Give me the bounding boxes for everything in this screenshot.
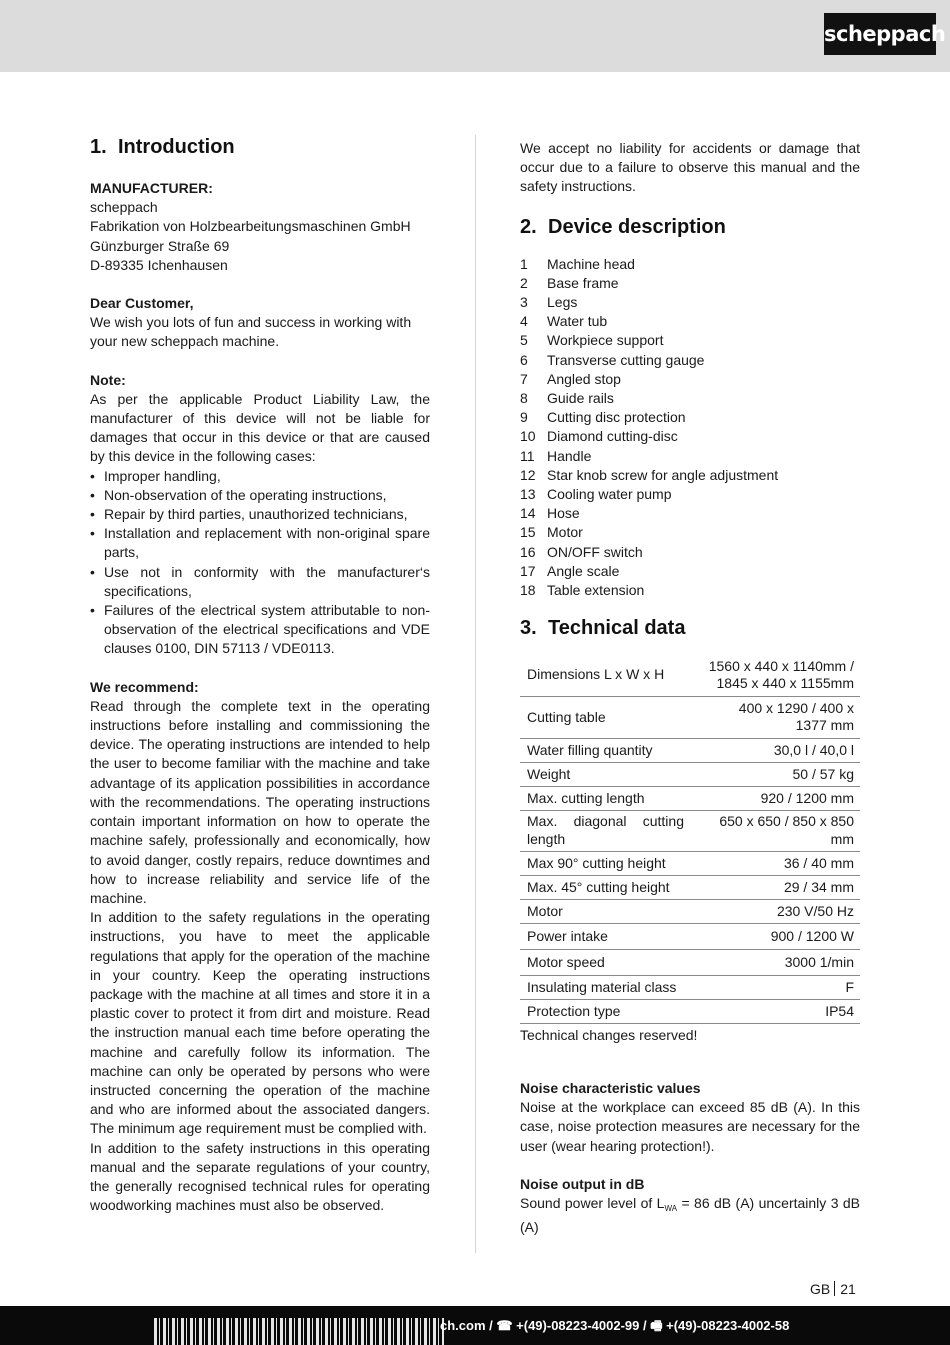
table-row: Weight 50 / 57 kg	[520, 762, 860, 786]
list-item: 3 Legs	[520, 294, 578, 311]
list-item: 8 Guide rails	[520, 390, 614, 407]
list-item: • Improper handling,	[90, 467, 430, 486]
list-item: 15 Motor	[520, 524, 583, 541]
recommend-paragraph: In addition to the safety instructions in this operating manual and the separate regulations of your country, the generally recognised technical rules for operating woodworking machines must also be observed.	[90, 1139, 430, 1214]
heading-number: 2.	[520, 215, 537, 238]
list-item: 10 Diamond cutting-disc	[520, 428, 678, 445]
section-heading-introduction	[90, 135, 430, 159]
technical-note: Technical changes reserved!	[520, 1026, 698, 1043]
heading-text: Introduction	[118, 136, 235, 158]
note-label: Note:	[90, 371, 126, 388]
list-item: 14 Hose	[520, 505, 580, 522]
page-number-value: 21	[840, 1281, 856, 1297]
list-item: 18 Table extension	[520, 582, 645, 599]
note-text: As per the applicable Product Liability Law, the manufacturer of this device will not be liable for damages that occur in this device or that are caused by this device in the following cases:	[90, 390, 430, 465]
left-column	[90, 135, 430, 1215]
manufacturer-line: D-89335 Ichenhausen	[90, 256, 228, 273]
manufacturer-line: Günzburger Straße 69	[90, 237, 230, 254]
table-row: Max. cutting length 920 / 1200 mm	[520, 786, 860, 810]
table-row: Water filling quantity 30,0 l / 40,0 l	[520, 738, 860, 762]
list-item: 9 Cutting disc protection	[520, 409, 686, 426]
scheppach-logo: scheppach	[824, 13, 936, 55]
page-number	[810, 1281, 856, 1297]
dear-customer-label: Dear Customer,	[90, 295, 194, 312]
list-item: 6 Transverse cutting gauge	[520, 351, 705, 368]
list-item: 7 Angled stop	[520, 370, 621, 387]
list-item: • Use not in conformity with the manufacturer‘s specifications,	[90, 563, 430, 601]
list-item: 13 Cooling water pump	[520, 486, 672, 503]
liability-text: We accept no liability for accidents or damage that occur due to a failure to observe this manual and the safety instructions.	[520, 140, 860, 195]
list-item: 16 ON/OFF switch	[520, 543, 643, 560]
list-item: 2 Base frame	[520, 274, 619, 291]
section-heading-device-description	[520, 215, 860, 239]
list-item: 11 Handle	[520, 447, 592, 464]
section-heading-technical-data	[520, 616, 860, 640]
noise-characteristic-label: Noise characteristic values	[520, 1079, 701, 1096]
right-column	[520, 135, 860, 1237]
list-item: 4 Water tub	[520, 313, 608, 330]
language-code: GB	[810, 1281, 831, 1297]
list-item: • Installation and replacement with non-original spare parts,	[90, 524, 430, 562]
list-item: • Repair by third parties, unauthorized technicians,	[90, 505, 430, 524]
table-row: Max. 45° cutting height 29 / 34 mm	[520, 875, 860, 899]
footer-bar	[0, 1306, 950, 1345]
footer-contact: ch.com / ☎ +(49)-08223-4002-99 / 🖷 +(49)-08223-4002-58	[440, 1318, 790, 1333]
manufacturer-label: MANUFACTURER:	[90, 180, 213, 196]
table-row: Motor speed 3000 1/min	[520, 949, 860, 975]
heading-text: Technical data	[548, 617, 686, 640]
device-parts-list	[520, 255, 860, 601]
column-divider	[475, 135, 476, 1253]
noise-characteristic-text: Noise at the workplace can exceed 85 dB (A). In this case, noise protection measures are necessary for the user (wear hearing protection!).	[520, 1099, 860, 1154]
recommend-label: We recommend:	[90, 678, 199, 695]
list-item: 17 Angle scale	[520, 562, 620, 579]
table-row: Protection type IP54	[520, 999, 860, 1023]
table-row: Cutting table 400 x 1290 / 400 x 1377 mm	[520, 696, 860, 738]
heading-text: Device description	[548, 215, 726, 238]
table-row: Dimensions L x W x H 1560 x 440 x 1140mm / 1845 x 440 x 1155mm	[520, 654, 860, 696]
dear-customer-text: We wish you lots of fun and success in working with your new scheppach machine.	[90, 314, 412, 350]
list-item: • Non-observation of the operating instructions,	[90, 486, 430, 505]
heading-number: 1.	[90, 136, 107, 158]
manufacturer-line: Fabrikation von Holzbearbeitungsmaschinen GmbH	[90, 218, 411, 235]
recommend-paragraph: Read through the complete text in the operating instructions before installing and commissioning the device. The operating instructions are intended to help the user to become familiar with the machine and take advantage of its application possibilities in accordance with the recommendations. The operating instructions contain important information on how to operate the machine safely, professionally and economically, how to avoid danger, costly repairs, reduce downtimes and how to increase reliability and service life of the machine.	[90, 697, 430, 906]
list-item: 12 Star knob screw for angle adjustment	[520, 466, 779, 483]
table-row: Insulating material class F	[520, 975, 860, 999]
list-item: • Failures of the electrical system attributable to non-observation of the electrical specifications and VDE clauses 0100, DIN 57113 / VDE0113.	[90, 601, 430, 659]
table-row: Motor 230 V/50 Hz	[520, 899, 860, 923]
noise-output-text: Sound power level of $L_{WA} = 86$ dB (A) uncertainly 3 dB (A)	[520, 1194, 860, 1236]
heading-number: 3.	[520, 617, 537, 640]
table-row: Max 90° cutting height 36 / 40 mm	[520, 851, 860, 875]
technical-data-table	[520, 654, 860, 1024]
list-item: 5 Workpiece support	[520, 332, 664, 349]
manufacturer-line: scheppach	[90, 199, 158, 216]
list-item: 1 Machine head	[520, 255, 635, 272]
recommend-paragraph: In addition to the safety regulations in the operating instructions, you have to meet the applicable regulations that apply for the operation of the machine in your country. Keep the operating instructions package with the machine at all times and store it in a plastic cover to protect it from dirt and moisture. Read the instruction manual each time before operating the machine and carefully follow its information. The machine can only be operated by persons who were instructed concerning the operation of the machine and who are informed about the associated dangers. The minimum age requirement must be complied with.	[90, 909, 430, 1137]
table-row: Power intake 900 / 1200 W	[520, 923, 860, 949]
table-row: Max. diagonal cutting length 650 x 650 / 850 x 850 mm	[520, 810, 860, 851]
note-cases-list	[90, 467, 430, 659]
footer-garbled-text	[154, 1318, 444, 1345]
header-bar	[0, 0, 950, 72]
noise-output-label: Noise output in dB	[520, 1175, 645, 1192]
